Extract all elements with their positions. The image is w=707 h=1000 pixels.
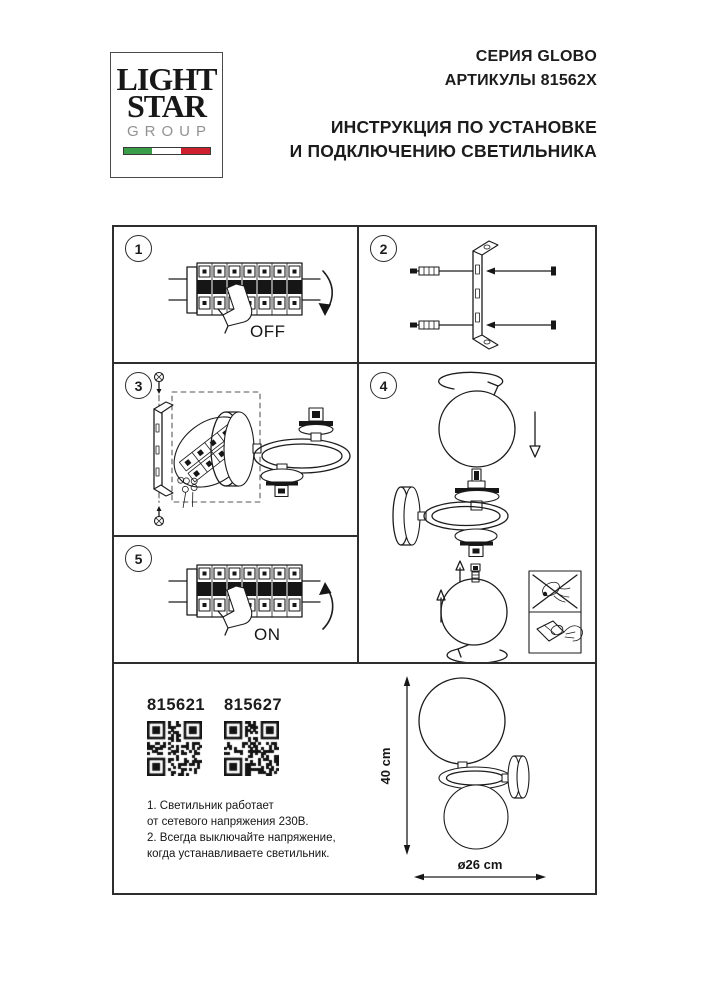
mounting-bracket-drawing	[473, 241, 498, 349]
top-socket-drawing	[455, 469, 499, 510]
qr-code-2	[224, 721, 279, 776]
wall-disc-drawing	[502, 756, 529, 798]
product-info-panel	[114, 664, 595, 893]
top-globe-drawing	[439, 391, 515, 467]
step1-number-badge: 1	[125, 235, 152, 262]
top-socket-drawing	[299, 408, 333, 441]
lamp-ring-drawing	[254, 408, 350, 497]
bottom-globe-drawing	[444, 785, 508, 849]
height-dimension	[378, 676, 410, 855]
flip-down-arrow-icon	[319, 271, 333, 316]
bottom-screw-icon	[155, 492, 164, 526]
flag-green	[124, 148, 153, 154]
step4-illustration	[359, 364, 595, 662]
step4-panel	[359, 364, 595, 662]
note-line-4: когда устанавливаете светильник.	[147, 848, 330, 860]
italy-flag-bar	[123, 147, 211, 155]
step3-number-badge: 3	[125, 372, 152, 399]
step1-panel	[114, 227, 357, 362]
mounting-bracket-drawing	[154, 402, 173, 496]
instruction-grid	[112, 225, 597, 895]
diameter-dimension	[414, 857, 546, 880]
diameter-dimension-label: ø26 cm	[457, 857, 503, 872]
flip-up-arrow-icon	[319, 582, 333, 629]
on-label: ON	[254, 625, 281, 644]
top-globe-drawing	[419, 678, 505, 764]
dimension-drawing	[359, 670, 589, 892]
down-arrow-icon	[530, 412, 540, 457]
wall-lamp-drawing	[419, 678, 529, 849]
logo-text-star: STAR	[127, 88, 206, 124]
top-screw-icon	[155, 373, 164, 408]
step3-panel	[114, 364, 357, 535]
height-dimension-label: 40 cm	[378, 747, 393, 785]
lamp-ring-drawing	[424, 502, 508, 530]
note-line-2: от сетевого напряжения 230В.	[147, 816, 309, 828]
doc-title-line2: И ПОДКЛЮЧЕНИЮ СВЕТИЛЬНИКА	[289, 141, 597, 161]
articles-title: АРТИКУЛЫ 81562X	[444, 72, 597, 89]
flag-white	[152, 148, 181, 154]
bottom-globe-drawing	[441, 579, 507, 645]
logo-text-light: LIGHT	[116, 61, 217, 97]
flag-red	[181, 148, 210, 154]
step2-number-badge: 2	[370, 235, 397, 262]
series-title: СЕРИЯ GLOBO	[475, 48, 597, 65]
warning-inset	[529, 571, 583, 653]
lightstar-logo	[110, 52, 223, 178]
step5-number-badge: 5	[125, 545, 152, 572]
note-line-1: 1. Светильник работает	[147, 800, 274, 812]
rotate-arrow-bottom-icon	[447, 645, 507, 662]
step2-panel	[359, 227, 595, 362]
note-line-3: 2. Всегда выключайте напряжение,	[147, 832, 336, 844]
up-arrow-small-icon	[456, 561, 464, 582]
doc-title-line1: ИНСТРУКЦИЯ ПО УСТАНОВКЕ	[330, 117, 597, 137]
off-label: OFF	[250, 322, 286, 341]
wall-disc-drawing	[393, 487, 426, 545]
document-titles	[290, 48, 597, 163]
qr-code-1	[147, 721, 202, 776]
bottom-socket-drawing	[455, 529, 497, 557]
article-number-1: 815621	[147, 696, 206, 714]
logo-text-group: GROUP	[126, 123, 212, 140]
wall-anchor-icon	[410, 267, 473, 329]
step4-number-badge: 4	[370, 372, 397, 399]
step5-panel	[114, 537, 357, 662]
screw-icon	[486, 267, 556, 330]
safety-notes	[147, 798, 336, 862]
bottom-socket-drawing	[261, 464, 303, 497]
article-number-2: 815627	[224, 696, 283, 714]
